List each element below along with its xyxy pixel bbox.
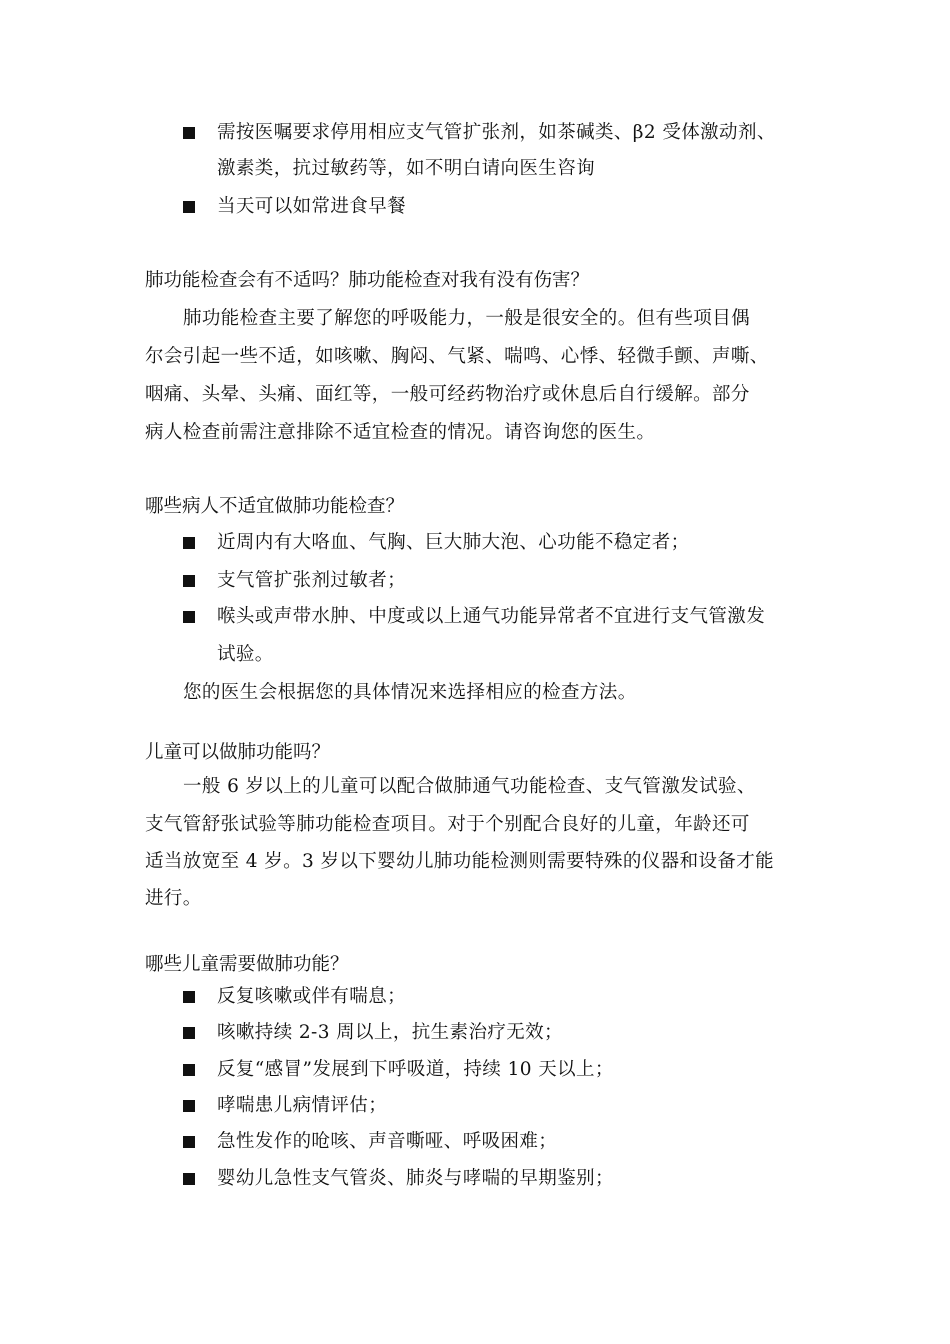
list-item [0,1021,950,1045]
list-item [0,1167,950,1191]
section-heading: 哪些病人不适宜做肺功能检查？ [145,496,405,517]
list-item-text: 婴幼儿急性支气管炎、肺炎与哮喘的早期鉴别； [217,1168,614,1189]
paragraph-line: 支气管舒张试验等肺功能检查项目。对于个别配合良好的儿童，年龄还可 [145,814,750,835]
list-item-continuation: 试验。 [217,644,274,665]
list-item-text: 急性发作的呛咳、声音嘶哑、呼吸困难； [217,1131,558,1152]
paragraph-line: 适当放宽至 4 岁。3 岁以下婴幼儿肺功能检测则需要特殊的仪器和设备才能 [145,851,775,872]
list-item-continuation: 激素类，抗过敏药等，如不明白请向医生咨询 [217,158,596,179]
square-bullet-icon [183,537,195,549]
paragraph-line: 肺功能检查主要了解您的呼吸能力，一般是很安全的。但有些项目偶 [183,308,751,329]
list-item [0,195,950,219]
list-item [0,605,950,629]
square-bullet-icon [183,575,195,587]
list-item [0,1130,950,1154]
list-item-text: 反复“感冒”发展到下呼吸道，持续 10 天以上； [217,1059,614,1080]
square-bullet-icon [183,127,195,139]
square-bullet-icon [183,1173,195,1185]
square-bullet-icon [183,1027,195,1039]
square-bullet-icon [183,201,195,213]
paragraph-line: 一般 6 岁以上的儿童可以配合做肺通气功能检查、支气管激发试验、 [183,776,756,797]
list-item-text: 喉头或声带水肿、中度或以上通气功能异常者不宜进行支气管激发 [217,606,766,627]
paragraph-line: 进行。 [145,888,202,909]
list-item [0,1058,950,1082]
square-bullet-icon [183,611,195,623]
paragraph-line: 您的医生会根据您的具体情况来选择相应的检查方法。 [183,682,637,703]
list-item-text: 近周内有大咯血、气胸、巨大肺大泡、心功能不稳定者； [217,532,690,553]
section-heading: 儿童可以做肺功能吗？ [145,742,331,763]
square-bullet-icon [183,1064,195,1076]
paragraph-line: 病人检查前需注意排除不适宜检查的情况。请咨询您的医生。 [145,422,656,443]
list-item [0,531,950,555]
list-item-text: 支气管扩张剂过敏者； [217,570,407,591]
square-bullet-icon [183,991,195,1003]
list-item [0,985,950,1009]
list-item [0,569,950,593]
list-item-text: 当天可以如常进食早餐 [217,196,407,217]
list-item-text: 咳嗽持续 2-3 周以上，抗生素治疗无效； [217,1022,563,1043]
square-bullet-icon [183,1100,195,1112]
list-item-text: 需按医嘱要求停用相应支气管扩张剂，如茶碱类、β2 受体激动剂、 [217,122,776,143]
list-item [0,1094,950,1118]
section-heading: 哪些儿童需要做肺功能？ [145,954,349,975]
list-item-text: 反复咳嗽或伴有喘息； [217,986,407,1007]
section-heading: 肺功能检查会有不适吗？肺功能检查对我有没有伤害？ [145,270,590,291]
list-item-text: 哮喘患儿病情评估； [217,1095,388,1116]
list-item [0,121,950,145]
paragraph-line: 咽痛、头晕、头痛、面红等，一般可经药物治疗或休息后自行缓解。部分 [145,384,750,405]
square-bullet-icon [183,1136,195,1148]
paragraph-line: 尔会引起一些不适，如咳嗽、胸闷、气紧、喘鸣、心悸、轻微手颤、声嘶、 [145,346,769,367]
